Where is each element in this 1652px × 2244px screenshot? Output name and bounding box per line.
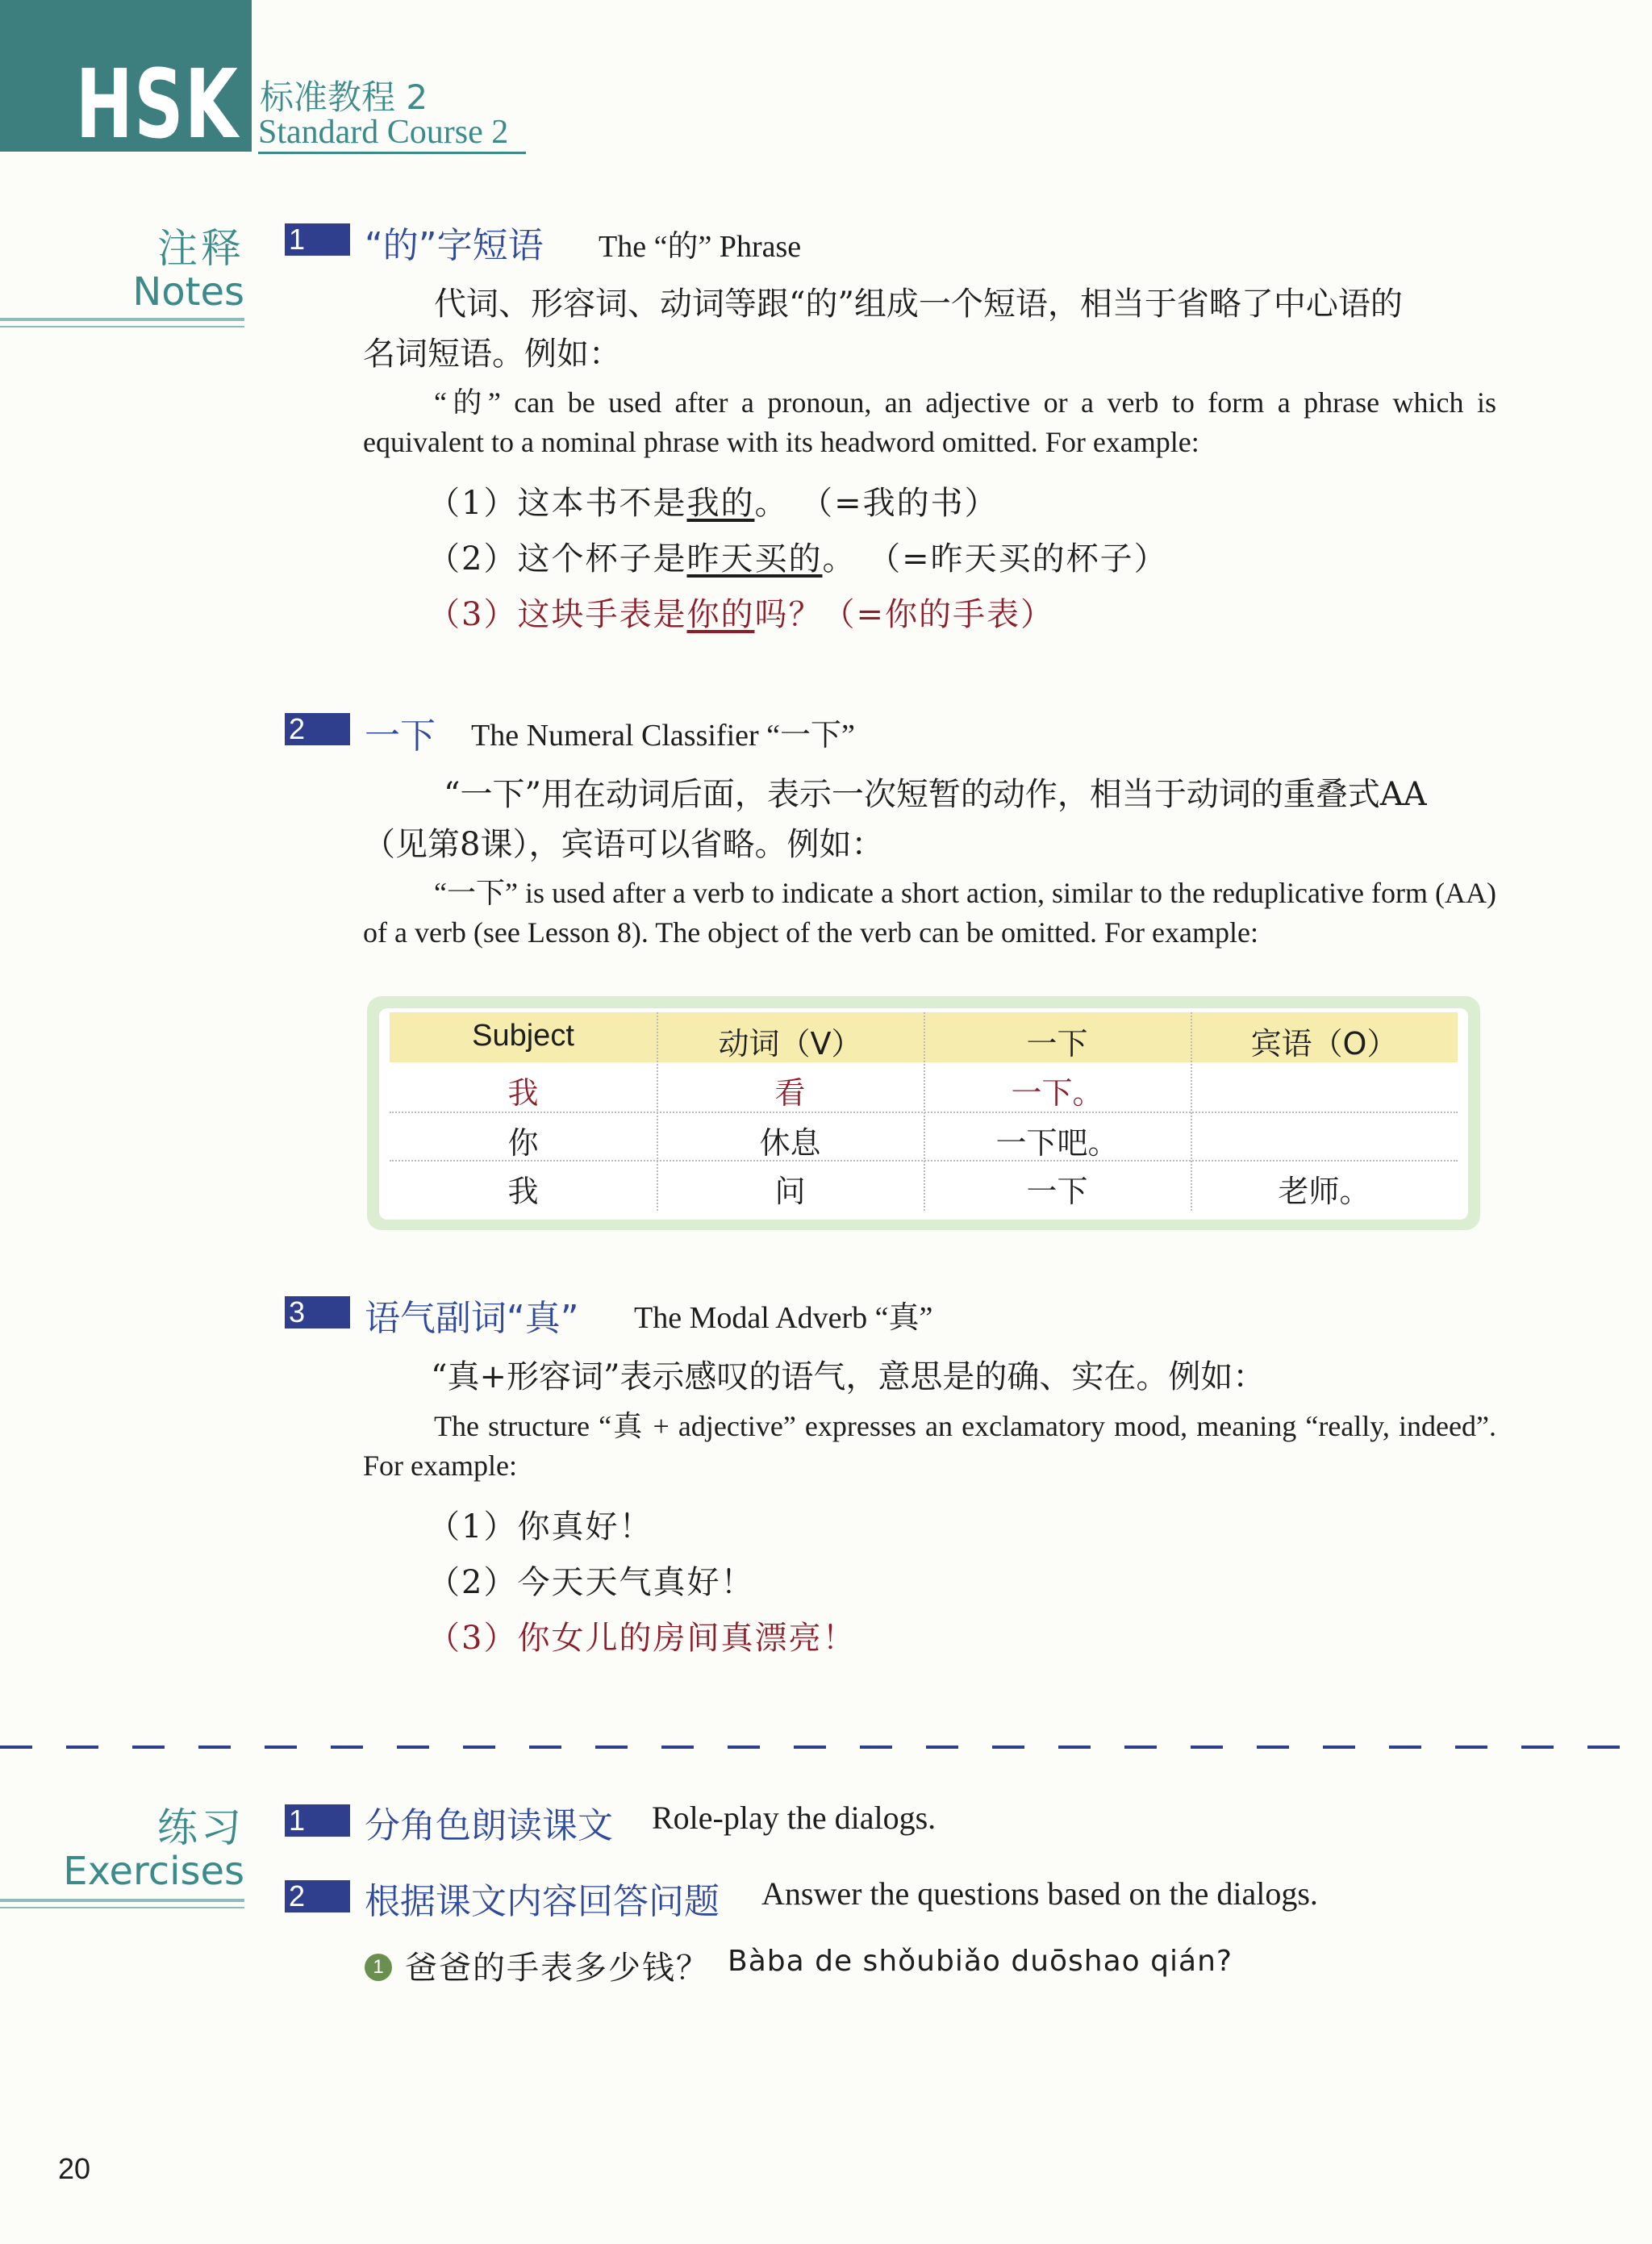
example-suffix: 。 （=昨天买的杯子） — [822, 540, 1168, 578]
example-underlined: 你的 — [686, 596, 755, 633]
note-3-title-en: The Modal Adverb “真” — [634, 1301, 933, 1335]
table-cell: 我 — [507, 1174, 539, 1209]
book-title-en: Standard Course 2 — [258, 114, 509, 151]
note-3-number: 3 — [282, 1296, 350, 1328]
exercise-1-title-en: Role-play the dialogs. — [652, 1800, 937, 1836]
table-cell: 一下吧。 — [995, 1125, 1119, 1161]
notes-rule — [0, 318, 244, 321]
note-3-desc-en: The structure “真 + adjective” expresses an exclamatory mood, meaning “really, indeed”. For example: — [363, 1410, 1496, 1482]
note-1-desc-cn-line2: 名词短语。例如： — [363, 336, 621, 373]
question-1-pinyin: Bàba de shǒubiǎo duōshao qián? — [728, 1945, 1233, 1978]
note-1-example-3 — [428, 589, 1054, 635]
note-1-example-1 — [428, 478, 999, 523]
question-1-number: 1 — [365, 1954, 392, 1981]
notes-rule-thin — [0, 326, 244, 327]
example-suffix: 吗？（=你的手表） — [754, 596, 1054, 633]
note-1-desc-cn-line1: 代词、形容词、动词等跟“的”组成一个短语，相当于省略了中心语的 — [434, 286, 1403, 323]
example-underlined: 我的 — [686, 485, 755, 522]
exercise-2-title-cn: 根据课文内容回答问题 — [365, 1881, 720, 1922]
table-header-subject: Subject — [472, 1019, 574, 1053]
exercise-1-number: 1 — [282, 1804, 350, 1837]
example-prefix: （2）这个杯子是 — [428, 540, 687, 578]
note-2-desc-cn-line1: “一下”用在动词后面，表示一次短暂的动作，相当于动词的重叠式AA — [444, 776, 1427, 813]
note-1-title-en: The “的” Phrase — [599, 230, 802, 264]
table-cell: 你 — [507, 1125, 539, 1161]
section-separator — [0, 1746, 1652, 1749]
note-1-desc-en: “的” can be used after a pronoun, an adjective or a verb to form a phrase which is equivalent to a nominal phrase with its headword omitted. For example: — [363, 386, 1496, 458]
table-cell: 一下。 — [1011, 1075, 1103, 1111]
exercises-label-cn: 练习 — [157, 1804, 244, 1851]
example-prefix: （1）这本书不是 — [428, 485, 687, 522]
table-cell: 休息 — [759, 1125, 821, 1161]
question-1-cn: 爸爸的手表多少钱？ — [405, 1950, 710, 1987]
note-3-example-1: （1）你真好！ — [428, 1508, 653, 1545]
note-3-desc-cn: “真+形容词”表示感叹的语气，意思是的确、实在。例如： — [431, 1358, 1266, 1395]
note-3-example-3: （3）你女儿的房间真漂亮！ — [428, 1620, 857, 1657]
note-2-desc-cn — [363, 770, 1496, 870]
exercise-2-title-en: Answer the questions based on the dialogs. — [761, 1875, 1318, 1912]
note-1-example-2 — [428, 533, 1168, 579]
table-cell: 老师。 — [1278, 1174, 1370, 1209]
table-header-object: 宾语（O） — [1250, 1026, 1398, 1062]
note-2-title-en: The Numeral Classifier “一下” — [471, 719, 855, 753]
note-3-title-cn: 语气副词“真” — [365, 1298, 579, 1339]
table-cell: 一下 — [1026, 1174, 1088, 1209]
note-2-desc-cn-line2: （见第8课），宾语可以省略。例如： — [363, 826, 884, 863]
note-2-desc-en: “一下” is used after a verb to indicate a short action, similar to the reduplicative form (AA) of a verb (see Lesson 8). The object of the verb can be omitted. For example: — [363, 877, 1496, 949]
exercises-rule-thin — [0, 1907, 244, 1908]
book-title-cn: 标准教程 2 — [260, 77, 428, 117]
notes-label-en: Notes — [132, 269, 244, 315]
header-underline — [258, 152, 526, 154]
table-cell: 问 — [774, 1174, 806, 1209]
exercise-1-title-cn: 分角色朗读课文 — [365, 1805, 613, 1846]
note-2-number: 2 — [282, 713, 350, 745]
note-1-number: 1 — [282, 223, 350, 256]
table-cell: 看 — [774, 1075, 806, 1111]
exercises-rule — [0, 1899, 244, 1902]
notes-label-cn: 注释 — [157, 225, 244, 272]
example-suffix: 。 （=我的书） — [754, 485, 999, 522]
exercise-2-number: 2 — [282, 1880, 350, 1912]
table-cell: 我 — [507, 1075, 539, 1111]
example-prefix: （3）这块手表是 — [428, 596, 687, 633]
hsk-logo: HSK — [75, 48, 240, 160]
note-3-example-2: （2）今天天气真好！ — [428, 1564, 755, 1601]
note-1-title-cn: “的”字短语 — [365, 225, 544, 266]
table-header-verb: 动词（V） — [718, 1026, 862, 1062]
page-number: 20 — [58, 2152, 91, 2185]
note-1-desc-cn — [363, 279, 1496, 379]
example-underlined: 昨天买的 — [686, 540, 823, 578]
note-2-title-cn: 一下 — [365, 715, 436, 757]
table-header-yixia: 一下 — [1026, 1026, 1088, 1062]
exercises-label-en: Exercises — [63, 1849, 244, 1894]
